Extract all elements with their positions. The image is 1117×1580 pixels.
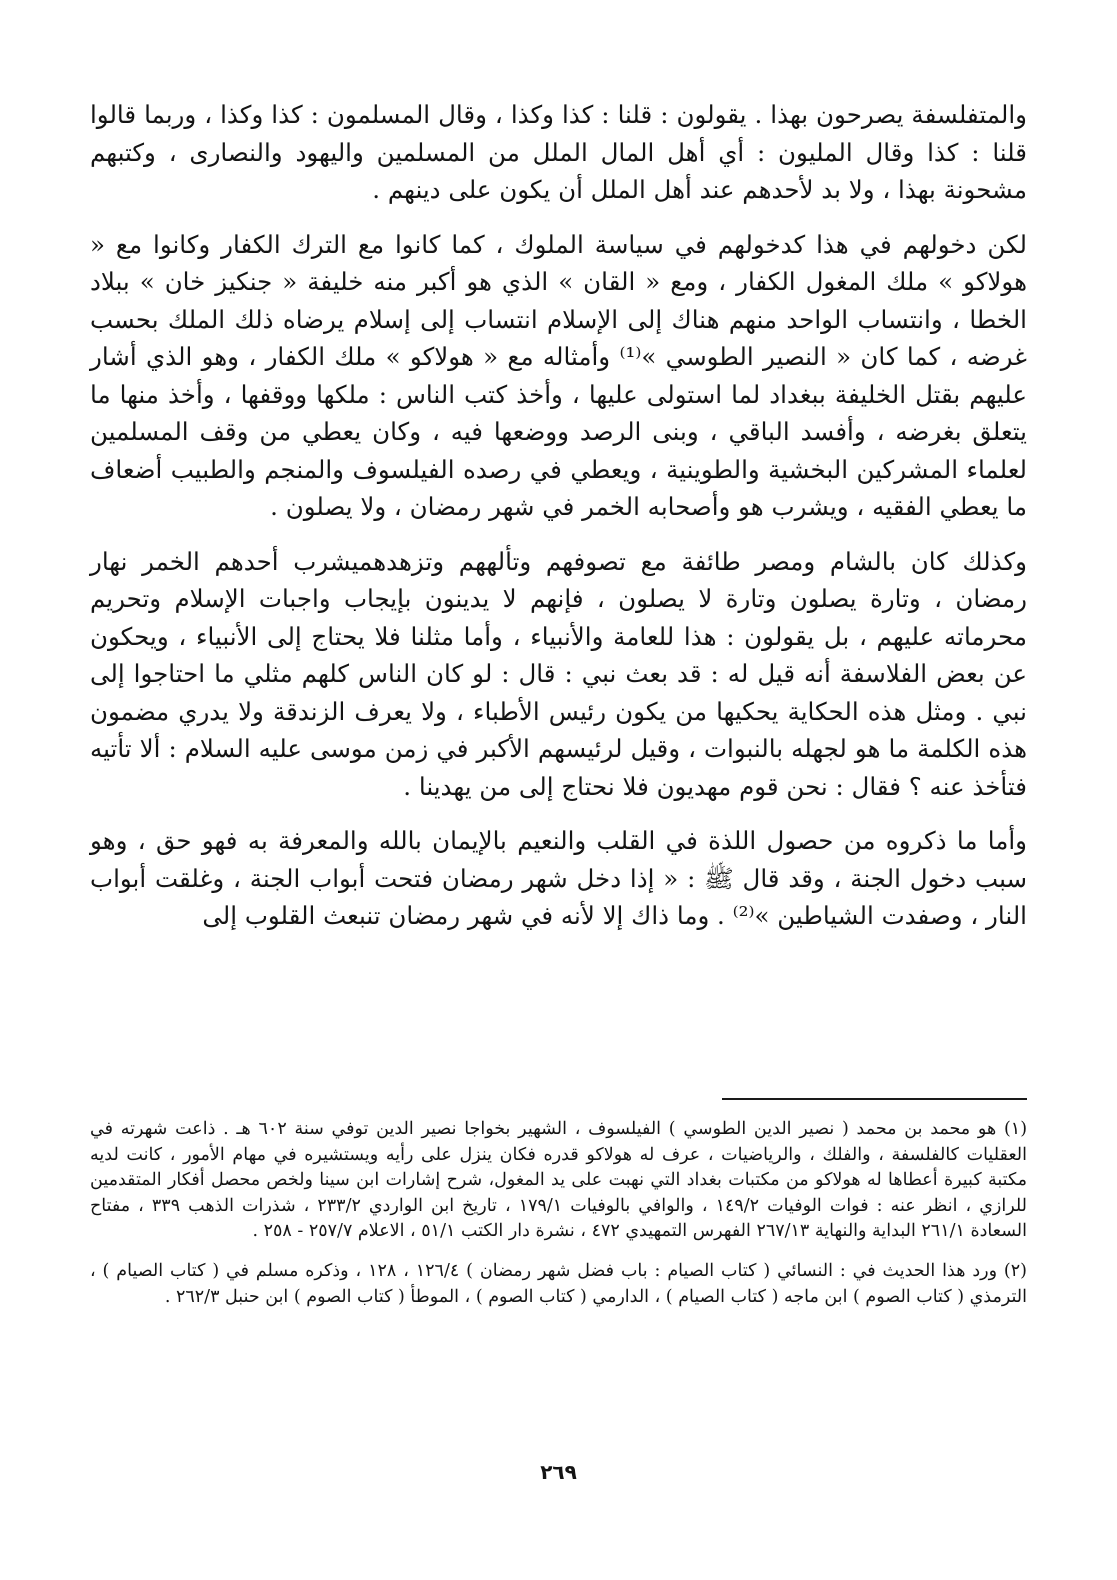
paragraph-4: وأما ما ذكروه من حصول اللذة في القلب والنعيم بالإيمان بالله والمعرفة به فهو حق ، وهو سبب دخول الجنة ، وقد قال ﷺ : « إذا دخل شهر رمضان فتحت أبواب الجنة ، وغلقت أبواب النار ، وصفدت الشياطين »⁽²⁾ . وما ذاك إلا لأنه في شهر رمضان تنبعث القلوب إلى bbox=[90, 826, 1027, 930]
footnote-1: (١) هو محمد بن محمد ( نصير الدين الطوسي ) الفيلسوف ، الشهير بخواجا نصير الدين توفي سنة ٦٠٢ هـ . ذاعت شهرته في العقليات كالفلسفة ، والفلك ، والرياضيات ، عرف له هولاكو قدره فكان ينزل على رأيه ويستشيره في مهام الأمور ، كانت لديه مكتبة كبيرة أعطاها له هولاكو من مكتبات بغداد التي نهبت على يد المغول، شرح إشارات ابن سينا ولخص محصل أفكار المتقدمين للرازي ، انظر عنه : فوات الوفيات ١٤٩/٢ ، والوافي بالوفيات ١٧٩/١ ، تاريخ ابن الواردي ٢٣٣/٢ ، شذرات الذهب ٣٣٩ ، مفتاح السعادة ٢٦١/١ البداية والنهاية ٢٦٧/١٣ الفهرس التمهيدي ٤٧٢ ، نشرة دار الكتب ٥١/١ ، الاعلام ٢٥٧/٧ - ٢٥٨ . bbox=[90, 1119, 1028, 1242]
page-number: ٢٦٩ bbox=[540, 1460, 577, 1484]
paragraph-2: لكن دخولهم في هذا كدخولهم في سياسة الملوك ، كما كانوا مع الترك الكفار وكانوا مع « هولاكو » ملك المغول الكفار ، ومع « القان » الذي هو أكبر منه خليفة « جنكيز خان » ببلاد الخطا ، وانتساب الواحد منهم هناك إلى الإسلام انتساب إلى إسلام يرضاه ذلك الملك بحسب غرضه ، كما كان « النصير الطوسي »⁽¹⁾ وأمثاله مع « هولاكو » ملك الكفار ، وهو الذي أشار عليهم بقتل الخليفة ببغداد لما استولى عليها ، وأخذ كتب الناس : ملكها ووقفها ، وأخذ منها ما يتعلق بغرضه ، وأفسد الباقي ، وبنى الرصد ووضعها فيه ، وكان يعطي من وقف المسلمين لعلماء المشركين البخشية والطوينية ، ويعطي في رصده الفيلسوف والمنجم والطبيب أضعاف ما يعطي الفقيه ، ويشرب هو وأصحابه الخمر في شهر رمضان ، ولا يصلون . bbox=[90, 229, 1027, 521]
footnotes bbox=[90, 1117, 1027, 1324]
footnote-separator bbox=[722, 1098, 1027, 1100]
main-text bbox=[90, 96, 1027, 935]
footnote-2: (٢) ورد هذا الحديث في : النسائي ( كتاب الصيام : باب فضل شهر رمضان ) ١٢٦/٤ ، ١٢٨ ، وذكره مسلم في ( كتاب الصيام ) ، الترمذي ( كتاب الصوم ) ابن ماجه ( كتاب الصيام ) ، الدارمي ( كتاب الصوم ) ، الموطأ ( كتاب الصوم ) ابن حنبل ٢٦٢/٣ . bbox=[90, 1260, 1027, 1307]
paragraph-3: وكذلك كان بالشام ومصر طائفة مع تصوفهم وتألههم وتزهدهميشرب أحدهم الخمر نهار رمضان ، وتارة يصلون وتارة لا يصلون ، فإنهم لا يدينون بإيجاب واجبات الإسلام وتحريم محرماته عليهم ، بل يقولون : هذا للعامة والأنبياء ، وأما مثلنا فلا يحتاج إلى الأنبياء ، ويحكون عن بعض الفلاسفة أنه قيل له : قد بعث نبي : قال : لو كان الناس كلهم مثلي ما احتاجوا إلى نبي . ومثل هذه الحكاية يحكيها من يكون رئيس الأطباء ، ولا يعرف الزندقة ولا يدري مضمون هذه الكلمة ما هو لجهله بالنبوات ، وقيل لرئيسهم الأكبر في زمن موسى عليه السلام : ألا تأتيه فتأخذ عنه ؟ فقال : نحن قوم مهديون فلا نحتاج إلى من يهدينا . bbox=[90, 546, 1027, 801]
paragraph-1: والمتفلسفة يصرحون بهذا . يقولون : قلنا : كذا وكذا ، وقال المسلمون : كذا وكذا ، وربما قالوا قلنا : كذا وقال المليون : أي أهل المال الملل من المسلمين واليهود والنصارى ، وكتبهم مشحونة بهذا ، ولا بد لأحدهم عند أهل الملل أن يكون على دينهم . bbox=[90, 100, 1027, 204]
